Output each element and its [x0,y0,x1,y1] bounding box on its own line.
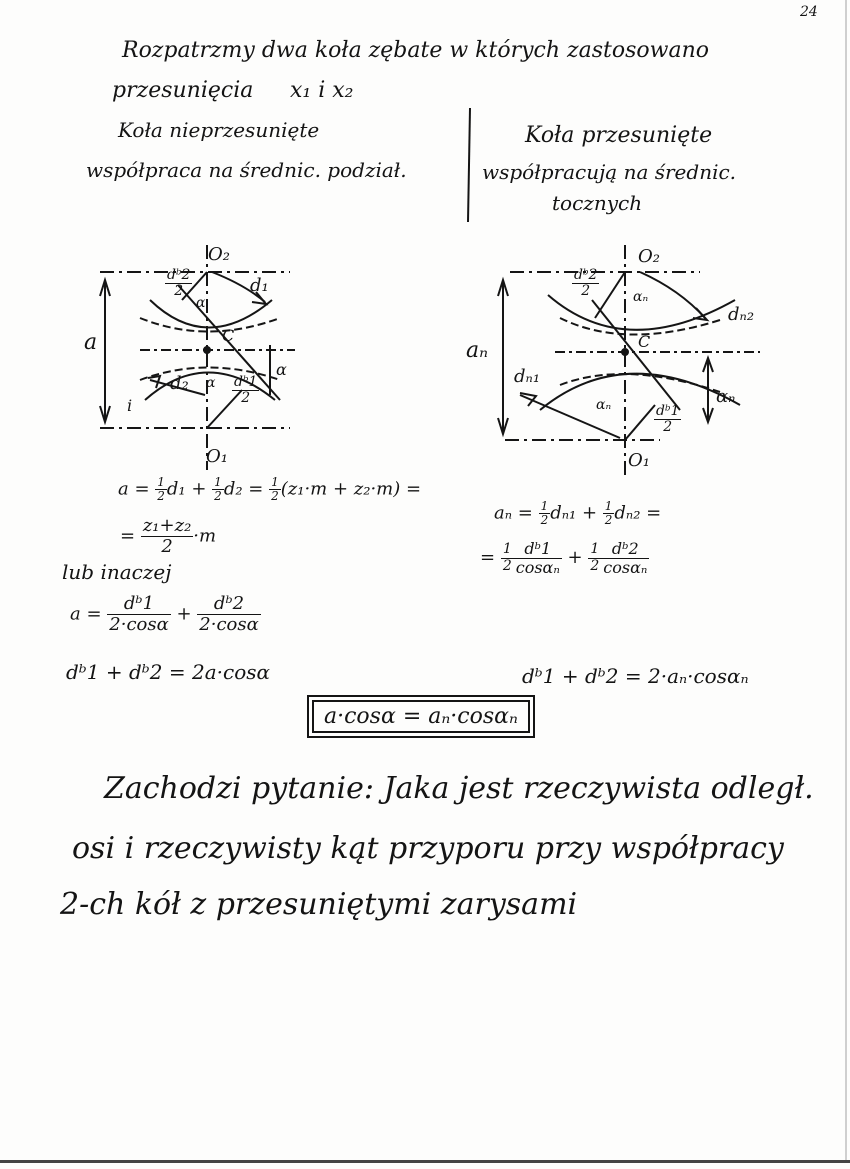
right-radius-db2 [595,272,625,318]
left-label-d2: d₂ [170,373,189,394]
left-column-subtitle: współpraca na średnic. podział. [86,158,407,182]
bottom-rule [0,1160,850,1163]
page-edge [845,0,847,1160]
right-action-line [592,300,680,413]
intro-shifts: x₁ i x₂ [290,78,354,103]
right-label-alpha-top: αₙ [633,289,649,305]
question-line-3: 2-ch kół z przesuniętymi zarysami [60,887,578,922]
formula-left-2: = $\frac{\text{z₁+z₂}}{2}$ ·m [120,515,217,557]
right-label-c: C [638,332,651,351]
left-label-o2: O₂ [208,244,230,265]
right-label-db1-half: $\frac{\text{dᵇ1}}{2}$ [656,403,680,436]
right-circle-lower [540,374,740,413]
formula-right-1: aₙ = $\frac{1}{2}$ dₙ₁ + $\frac{1}{2}$ dₙ₂ = [494,499,662,528]
question-line-1: Zachodzi pytanie: Jaka jest rzeczywista odległ. [104,771,814,806]
boxed-result: a·cosα = aₙ·cosαₙ [312,700,530,733]
right-label-o2: O₂ [638,246,660,267]
left-label-d1: d₁ [250,275,269,296]
right-label-o1: O₁ [628,450,650,471]
left-label-alpha-side: α [276,360,287,379]
page-number: 24 [800,4,818,20]
right-column-subtitle: współpracują na średnic. [482,160,737,184]
right-label-alpha-bottom: αₙ [596,397,612,413]
otherwise-label: lub inaczej [62,560,172,584]
left-label-db2-half: $\frac{\text{dᵇ2}}{2}$ [167,267,191,300]
left-label-o1: O₁ [206,446,228,467]
left-label-db1-half: $\frac{\text{dᵇ1}}{2}$ [234,374,258,407]
formula-right-3: dᵇ1 + dᵇ2 = 2·aₙ·cosαₙ [522,664,749,688]
left-label-alpha-top: α [196,295,206,311]
formula-left-1: a = $\frac{1}{2}$ d₁ + $\frac{1}{2}$ d₂ = $\frac{1}{2}$ (z₁·m + z₂·m) = [118,475,422,504]
left-label-c: C [222,326,235,345]
right-label-aw: aₙ [466,338,489,363]
right-dw2-arc [640,272,705,318]
left-label-i: i [127,396,133,415]
left-label-alpha-mid: α [206,375,216,391]
formula-left-4: dᵇ1 + dᵇ2 = 2a·cosα [66,660,271,684]
formula-left-3: a = $\frac{\text{dᵇ1}}{2\cdot\cos\alpha}$ + $\frac{\text{dᵇ2}}{2\cdot\cos\alpha}$ [70,593,259,635]
formula-right-2: = $\frac{1}{2}$ $\frac{\text{dᵇ1}}{\text{cosαₙ}}$ + $\frac{1}{2}$ $\frac{\text{dᵇ2}}{\text{cosαₙ}}$ [480,539,648,577]
column-divider [468,108,470,222]
intro-line-1: Rozpatrzmy dwa koła zębate w których zastosowano [122,38,709,63]
left-column-title: Koła nieprzesunięte [118,118,320,142]
right-label-dw1: dₙ₁ [514,366,541,387]
right-label-alpha-side: αₙ [716,386,736,407]
question-line-2: osi i rzeczywisty kąt przyporu przy współpracy [72,831,784,866]
right-label-dw2: dₙ₂ [728,304,755,325]
right-column-subtitle-2: tocznych [552,191,643,215]
right-label-db2-half: $\frac{\text{dᵇ2}}{2}$ [574,267,598,300]
left-label-a: a [84,330,98,355]
right-radius-db1 [625,405,655,440]
right-column-title: Koła przesunięte [525,123,713,148]
intro-line-2: przesunięcia [112,78,254,103]
